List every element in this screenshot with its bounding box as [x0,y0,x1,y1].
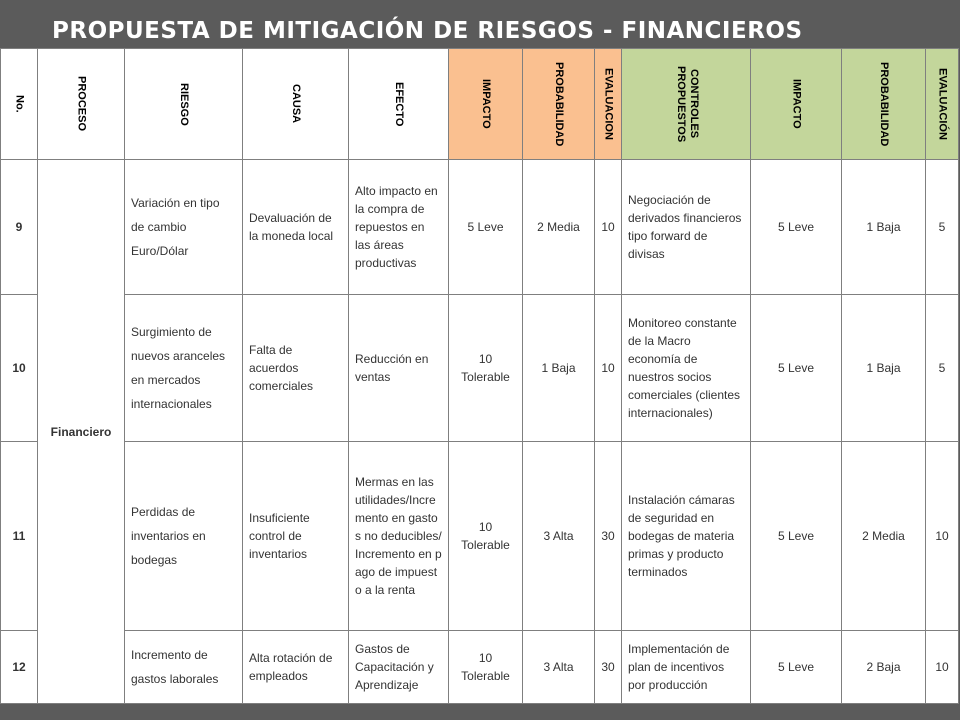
impacto-cell: 5 Leve [449,160,523,295]
efecto-cell: Reducción en ventas [349,295,449,442]
row-number: 9 [1,160,38,295]
header-efecto: EFECTO [349,49,449,160]
evaluacion-cell: 30 [595,631,622,704]
probabilidad-residual-cell: 2 Media [842,442,926,631]
riesgo-cell: Variación en tipo de cambio Euro/Dólar [125,160,243,295]
page-title: PROPUESTA DE MITIGACIÓN DE RIESGOS - FINANCIEROS [52,18,803,44]
causa-cell: Insuficiente control de inventarios [243,442,349,631]
header-impacto-residual: IMPACTO [751,49,842,160]
row-number: 12 [1,631,38,704]
header-causa: CAUSA [243,49,349,160]
efecto-cell: Mermas en las utilidades/Incremento en gastos no deducibles/Incremento en pago de impuesto a la renta [349,442,449,631]
controles-cell: Negociación de derivados financieros tipo forward de divisas [622,160,751,295]
probabilidad-cell: 2 Media [523,160,595,295]
efecto-cell: Alto impacto en la compra de repuestos en las áreas productivas [349,160,449,295]
evaluacion-cell: 30 [595,442,622,631]
header-probabilidad: PROBABILIDAD [523,49,595,160]
riesgo-cell: Incremento de gastos laborales [125,631,243,704]
causa-cell: Devaluación de la moneda local [243,160,349,295]
table-row [1,631,959,704]
impacto-cell: 10 Tolerable [449,295,523,442]
impacto-cell: 10 Tolerable [449,442,523,631]
header-evaluacion-residual: EVALUACIÓN [926,49,959,160]
riesgo-cell: Surgimiento de nuevos aranceles en mercados internacionales [125,295,243,442]
probabilidad-residual-cell: 1 Baja [842,160,926,295]
header-controles: CONTROLES PROPUESTOS [622,49,751,160]
proceso-cell: Financiero [38,160,125,704]
header-proceso: PROCESO [38,49,125,160]
controles-cell: Instalación cámaras de seguridad en bodegas de materia primas y producto terminados [622,442,751,631]
risk-table [0,48,959,704]
impacto-residual-cell: 5 Leve [751,160,842,295]
impacto-residual-cell: 5 Leve [751,442,842,631]
header-probabilidad-residual: PROBABILIDAD [842,49,926,160]
impacto-residual-cell: 5 Leve [751,631,842,704]
table-header-row [1,49,959,160]
riesgo-cell: Perdidas de inventarios en bodegas [125,442,243,631]
table-row [1,442,959,631]
probabilidad-cell: 3 Alta [523,631,595,704]
table-row [1,160,959,295]
evaluacion-residual-cell: 5 [926,295,959,442]
row-number: 11 [1,442,38,631]
controles-cell: Implementación de plan de incentivos por producción [622,631,751,704]
header-riesgo: RIESGO [125,49,243,160]
row-number: 10 [1,295,38,442]
impacto-residual-cell: 5 Leve [751,295,842,442]
evaluacion-cell: 10 [595,295,622,442]
probabilidad-residual-cell: 1 Baja [842,295,926,442]
probabilidad-cell: 1 Baja [523,295,595,442]
table-row [1,295,959,442]
causa-cell: Alta rotación de empleados [243,631,349,704]
evaluacion-cell: 10 [595,160,622,295]
header-impacto: IMPACTO [449,49,523,160]
controles-cell: Monitoreo constante de la Macro economía de nuestros socios comerciales (clientes internacionales) [622,295,751,442]
header-evaluacion: EVALUACION [595,49,622,160]
evaluacion-residual-cell: 10 [926,631,959,704]
evaluacion-residual-cell: 10 [926,442,959,631]
evaluacion-residual-cell: 5 [926,160,959,295]
impacto-cell: 10 Tolerable [449,631,523,704]
probabilidad-residual-cell: 2 Baja [842,631,926,704]
probabilidad-cell: 3 Alta [523,442,595,631]
causa-cell: Falta de acuerdos comerciales [243,295,349,442]
efecto-cell: Gastos de Capacitación y Aprendizaje [349,631,449,704]
header-no: No. [1,49,38,160]
